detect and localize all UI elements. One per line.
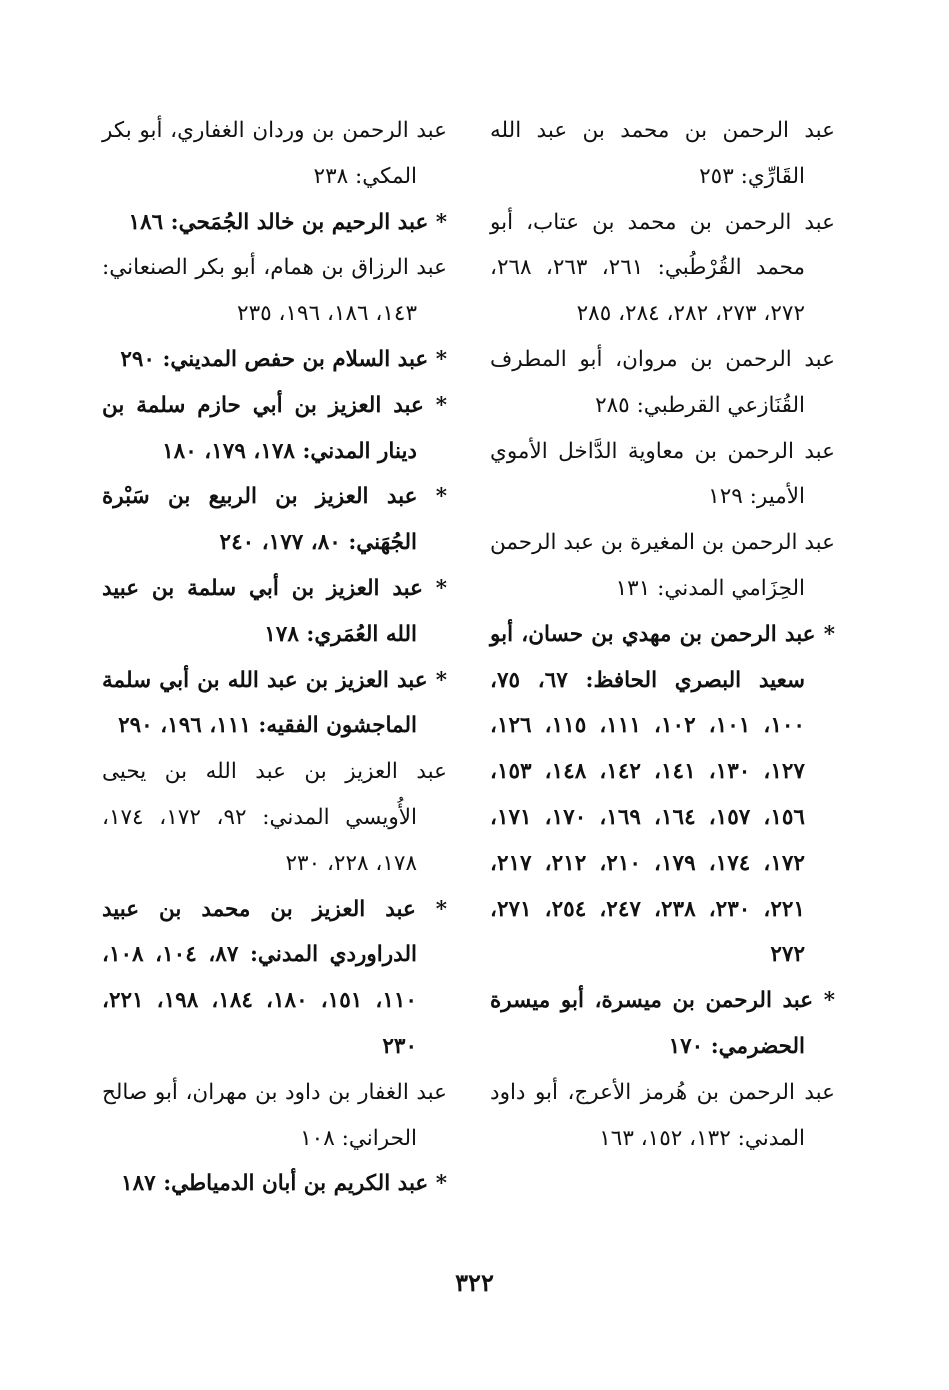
index-entry: عبد العزيز بن عبد الله بن يحيى الأُويسي المدني: ٩٢، ١٧٢، ١٧٤، ١٧٨، ٢٢٨، ٢٣٠ — [102, 759, 447, 876]
page-number: ٣٢٢ — [455, 1268, 494, 1297]
index-entry: * عبد العزيز بن أبي سلمة بن عبيد الله العُمَري: ١٧٨ — [102, 575, 447, 647]
right-column — [490, 108, 835, 1161]
index-entry: عبد الرحمن بن وردان الغفاري، أبو بكر المكي: ٢٣٨ — [102, 118, 447, 189]
index-entry: * عبد الرحمن بن ميسرة، أبو ميسرة الحضرمي: ١٧٠ — [490, 988, 835, 1059]
index-entry: * عبد العزيز بن عبد الله بن أبي سلمة الماجشون الفقيه: ١١١، ١٩٦، ٢٩٠ — [102, 667, 447, 739]
index-entry: * عبد السلام بن حفص المديني: ٢٩٠ — [120, 346, 447, 372]
index-entry: عبد الرحمن بن محمد بن عبد الله القَارِّي: ٢٥٣ — [490, 118, 835, 189]
index-entry: * عبد الكريم بن أبان الدمياطي: ١٨٧ — [121, 1171, 447, 1197]
index-entry: * عبد الرحيم بن خالد الجُمَحي: ١٨٦ — [128, 209, 447, 235]
index-entry: * عبد العزيز بن الربيع بن سَبْرة الجُهَني: ٨٠، ١٧٧، ٢٤٠ — [102, 484, 447, 556]
index-entry: عبد الرزاق بن همام، أبو بكر الصنعاني: ١٤٣، ١٨٦، ١٩٦، ٢٣٥ — [102, 255, 447, 327]
index-entry: عبد الغفار بن داود بن مهران، أبو صالح الحراني: ١٠٨ — [102, 1079, 447, 1151]
index-entry: * عبد العزيز بن أبي حازم سلمة بن دينار المدني: ١٧٨، ١٧٩، ١٨٠ — [102, 392, 447, 464]
index-entry: * عبد الرحمن بن مهدي بن حسان، أبو سعيد البصري الحافظ: ٦٧، ٧٥، ١٠٠، ١٠١، ١٠٢، ١١١، ١١٥، ١٢٦، ١٢٧، ١٣٠، ١٤١، ١٤٢، ١٤٨، ١٥٣، ١٥٦، ١٥٧، ١٦٤، ١٦٩، ١٧٠، ١٧١، ١٧٢، ١٧٤، ١٧٩، ٢١٠، ٢١٢، ٢١٧، ٢٢١، ٢٣٠، ٢٣٨، ٢٤٧، ٢٥٤، ٢٧١، ٢٧٢ — [490, 621, 835, 968]
index-entry: عبد الرحمن بن المغيرة بن عبد الرحمن الحِزَامي المدني: ١٣١ — [490, 530, 835, 601]
index-entry: عبد الرحمن بن هُرمز الأعرج، أبو داود المدني: ١٣٢، ١٥٢، ١٦٣ — [490, 1079, 835, 1151]
left-column — [102, 108, 447, 1207]
index-entry: * عبد العزيز بن محمد بن عبيد الدراوردي المدني: ٨٧، ١٠٤، ١٠٨، ١١٠، ١٥١، ١٨٠، ١٨٤، ١٩٨، ٢٢١، ٢٣٠ — [102, 896, 447, 1059]
index-entry: عبد الرحمن بن محمد بن عتاب، أبو محمد القُرْطُبي: ٢٦١، ٢٦٣، ٢٦٨، ٢٧٢، ٢٧٣، ٢٨٢، ٢٨٤، ٢٨٥ — [490, 209, 835, 327]
index-entry: عبد الرحمن بن مروان، أبو المطرف القُنَازعي القرطبي: ٢٨٥ — [490, 346, 835, 418]
index-entry: عبد الرحمن بن معاوية الدَّاخل الأموي الأمير: ١٢٩ — [490, 438, 835, 510]
